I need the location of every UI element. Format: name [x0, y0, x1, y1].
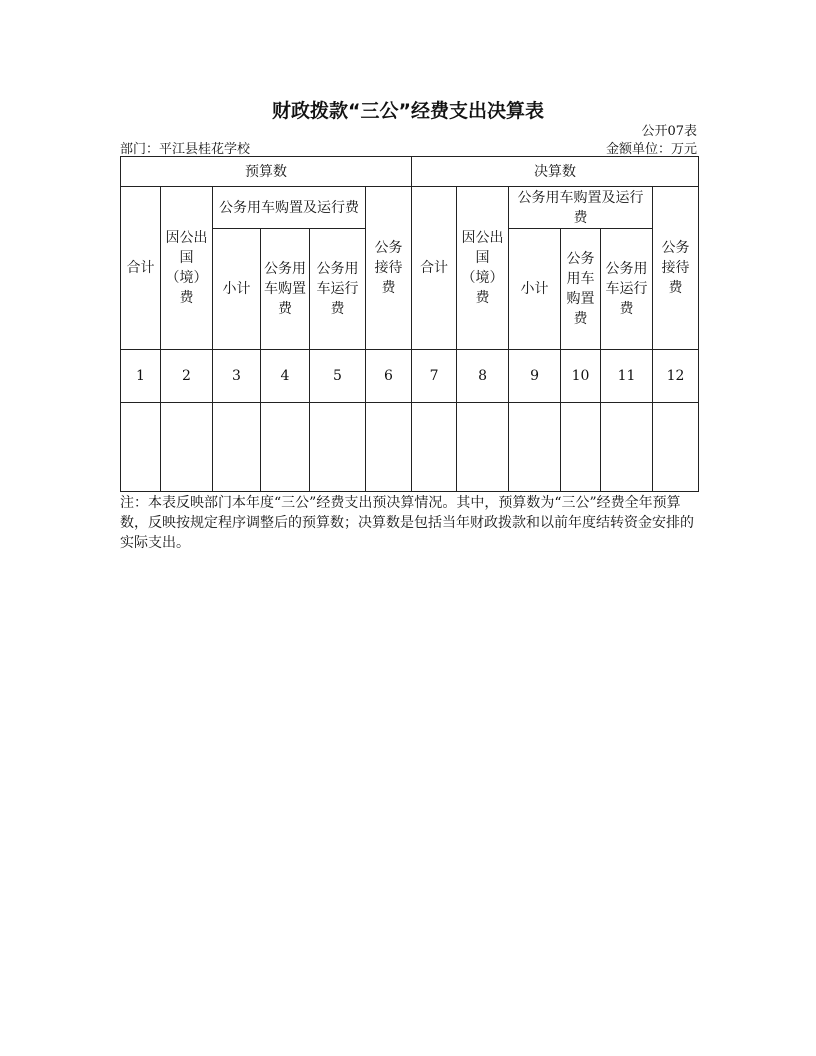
col-header-final-total: 合计 [412, 187, 457, 350]
data-row [121, 403, 699, 492]
index-cell: 6 [366, 350, 412, 403]
index-cell: 10 [561, 350, 601, 403]
vehicle-group-header-final: 公务用车购置及运行费 [509, 187, 653, 229]
index-cell: 9 [509, 350, 561, 403]
data-cell [653, 403, 699, 492]
index-cell: 1 [121, 350, 161, 403]
data-cell [366, 403, 412, 492]
budget-header: 预算数 [121, 157, 412, 187]
col-header-budget-subtotal: 小计 [213, 229, 261, 350]
col-header-final-subtotal: 小计 [509, 229, 561, 350]
data-cell [561, 403, 601, 492]
form-number: 公开07表 [641, 124, 697, 139]
data-cell [310, 403, 366, 492]
col-header-budget-reception: 公务接待费 [366, 187, 412, 350]
department-label: 部门：平江县桂花学校 [120, 142, 251, 157]
index-cell: 4 [261, 350, 310, 403]
col-header-budget-abroad: 因公出国（境）费 [161, 187, 213, 350]
page-title: 财政拨款“三公”经费支出决算表 [272, 100, 544, 122]
data-cell [457, 403, 509, 492]
index-cell: 3 [213, 350, 261, 403]
data-cell [213, 403, 261, 492]
data-cell [509, 403, 561, 492]
index-row [121, 350, 699, 403]
col-header-budget-total: 合计 [121, 187, 161, 350]
index-cell: 7 [412, 350, 457, 403]
expense-table [120, 156, 699, 492]
index-cell: 5 [310, 350, 366, 403]
amount-unit-label: 金额单位：万元 [605, 142, 697, 157]
index-cell: 11 [601, 350, 653, 403]
final-header: 决算数 [412, 157, 699, 187]
footnote: 注：本表反映部门本年度“三公”经费支出预决算情况。其中，预算数为“三公”经费全年预算数，反映按规定程序调整后的预算数；决算数是包括当年财政拨款和以前年度结转资金安排的实际支出。 [120, 495, 694, 551]
data-cell [601, 403, 653, 492]
data-cell [261, 403, 310, 492]
vehicle-group-header-budget: 公务用车购置及运行费 [213, 187, 366, 229]
data-cell [121, 403, 161, 492]
data-cell [161, 403, 213, 492]
index-cell: 2 [161, 350, 213, 403]
col-header-final-vehicle-operation: 公务用车运行费 [601, 229, 653, 350]
index-cell: 8 [457, 350, 509, 403]
col-header-final-reception: 公务接待费 [653, 187, 699, 350]
index-cell: 12 [653, 350, 699, 403]
col-header-budget-vehicle-purchase: 公务用车购置费 [261, 229, 310, 350]
col-header-budget-vehicle-operation: 公务用车运行费 [310, 229, 366, 350]
col-header-final-abroad: 因公出国（境）费 [457, 187, 509, 350]
data-cell [412, 403, 457, 492]
col-header-final-vehicle-purchase: 公务用车购置费 [561, 229, 601, 350]
